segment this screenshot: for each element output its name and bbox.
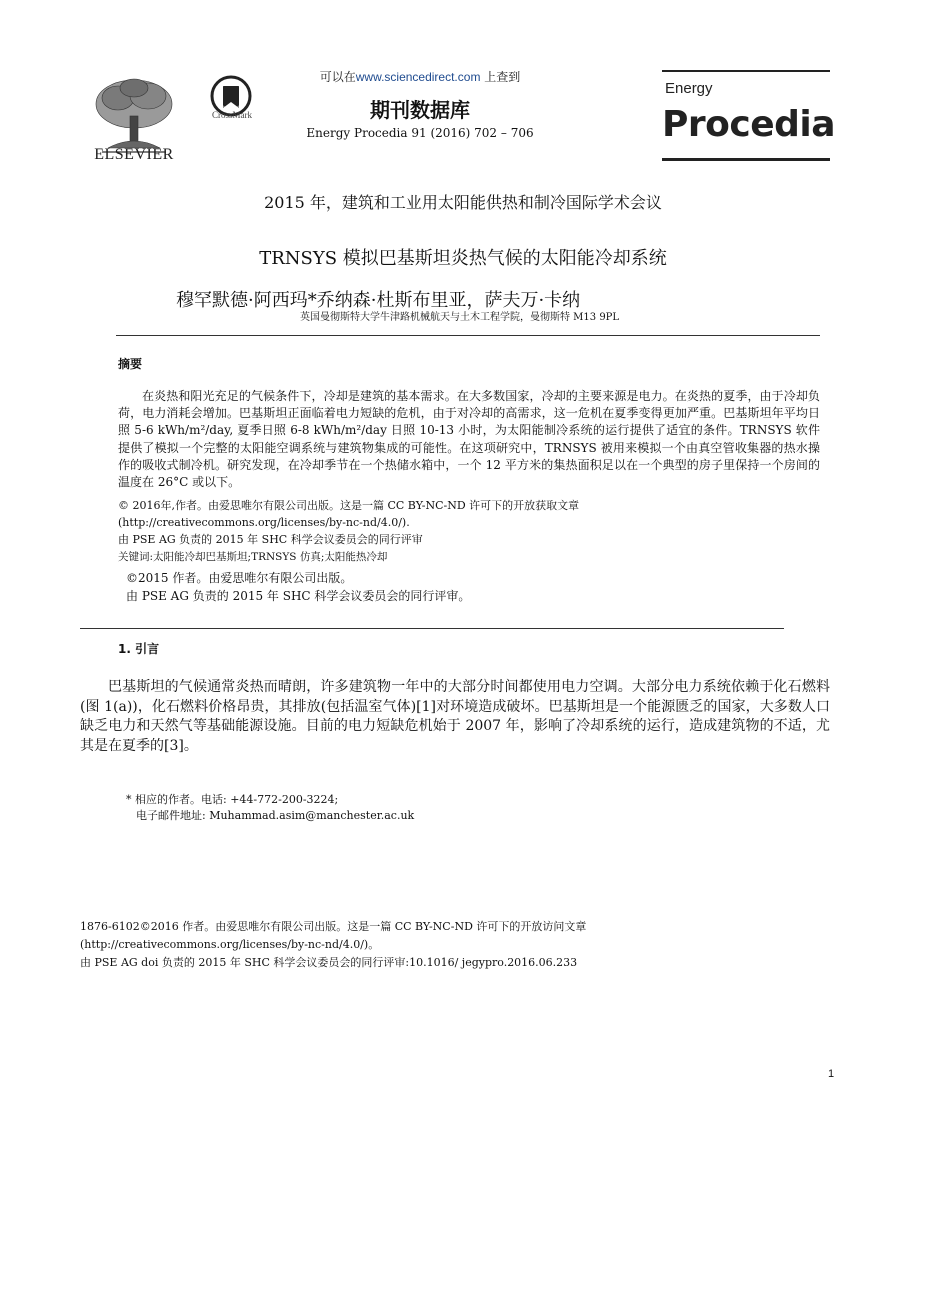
footnote-phone: * 相应的作者。电话: +44-772-200-3224; — [126, 793, 339, 806]
abstract-heading: 摘要 — [118, 357, 143, 371]
availability-prefix: 可以在 — [319, 70, 356, 84]
availability-suffix: 上查到 — [480, 70, 521, 84]
footnote-email: 电子邮件地址: Muhammad.asim@manchester.ac.uk — [136, 809, 415, 822]
conference-title: 2015 年，建筑和工业用太阳能供热和制冷国际学术会议 — [264, 193, 662, 212]
keywords: 关键词:太阳能冷却巴基斯坦;TRNSYS 仿真;太阳能热冷却 — [118, 551, 388, 563]
abstract-body: 在炎热和阳光充足的气候条件下，冷却是建筑的基本需求。在大多数国家，冷却的主要来源是电力。在炎热的夏季，由于冷却负荷，电力消耗会增加。巴基斯坦正面临着电力短缺的危机，由于对冷却的高需求，这一危机在夏季变得更加严重。巴基斯坦年平均日照 5-6 kWh/m²/day, 夏季日照 6-8 kWh/m²/day 日照 10-13 小时，为太阳能制冷系统的运行提供了适宜的条件。TRNSYS 软件提供了模拟一个完整的太阳能空调系统与建筑物集成的可能性。在这项研究中，TRNSYS 被用来模拟一个由真空管收集器的热水操作的吸收式制冷机。研究发现，在冷却季节在一个热储水箱中，一个 12 平方米的集热面积足以在一个典型的房子里保持一个房间的温度在 26°C 或以下。 — [118, 389, 820, 490]
crossmark-label: CrossMark — [212, 110, 252, 120]
author-list: 穆罕默德·阿西玛*乔纳森·杜斯布里亚，萨夫万·卡纳 — [176, 290, 581, 311]
logo-bottom-rule — [662, 158, 830, 161]
availability-line — [280, 68, 560, 85]
section-heading-introduction: 1. 引言 — [118, 642, 160, 656]
logo-top-rule — [662, 70, 830, 72]
copyright-notice: © 2016年,作者。由爱思唯尔有限公司出版。这是一篇 CC BY-NC-ND 许可下的开放获取文章 — [118, 499, 580, 512]
publisher-wordmark: ELSEVIER — [94, 146, 174, 163]
copyright-notice-repeat: ©2015 作者。由爱思唯尔有限公司出版。 — [126, 571, 353, 585]
divider-bottom — [80, 628, 784, 629]
page-number: 1 — [828, 1068, 835, 1080]
sciencedirect-link[interactable]: www.sciencedirect.com — [355, 70, 481, 84]
journal-reference: Energy Procedia 91 (2016) 702 – 706 — [306, 126, 534, 140]
footer-doi: 由 PSE AG doi 负责的 2015 年 SHC 科学会议委员会的同行评审:10.1016/ jegypro.2016.06.233 — [80, 956, 578, 969]
journal-database-title: 期刊数据库 — [370, 98, 470, 122]
peer-review-notice-repeat: 由 PSE AG 负责的 2015 年 SHC 科学会议委员会的同行评审。 — [126, 589, 471, 603]
author-affiliation: 英国曼彻斯特大学牛津路机械航天与土木工程学院，曼彻斯特 M13 9PL — [300, 312, 620, 323]
page-footer — [80, 918, 840, 972]
corresponding-author-footnote — [126, 792, 414, 824]
journal-logo-energy: Energy — [665, 80, 713, 97]
footer-license-url[interactable]: (http://creativecommons.org/licenses/by-nc-nd/4.0/)。 — [80, 938, 380, 951]
peer-review-notice: 由 PSE AG 负责的 2015 年 SHC 科学会议委员会的同行评审 — [118, 533, 423, 546]
license-link[interactable]: (http://creativecommons.org/licenses/by-nc-nd/4.0/). — [118, 516, 410, 529]
introduction-body: 巴基斯坦的气候通常炎热而晴朗，许多建筑物一年中的大部分时间都使用电力空调。大部分电力系统依赖于化石燃料(图 1(a))，化石燃料价格昂贵，其排放(包括温室气体)[1]对环境造成破坏。巴基斯坦是一个能源匮乏的国家，大多数人口缺乏电力和天然气等基础能源设施。目前的电力短缺危机始于 2007 年，影响了冷却系统的运行，造成建筑物的不适，尤其是在夏季的[3]。 — [80, 679, 830, 754]
footer-license: 1876-6102©2016 作者。由爱思唯尔有限公司出版。这是一篇 CC BY-NC-ND 许可下的开放访问文章 — [80, 920, 587, 933]
journal-logo-procedia: Procedia — [662, 104, 836, 145]
paper-title: TRNSYS 模拟巴基斯坦炎热气候的太阳能冷却系统 — [259, 248, 667, 269]
divider-top — [116, 335, 820, 336]
